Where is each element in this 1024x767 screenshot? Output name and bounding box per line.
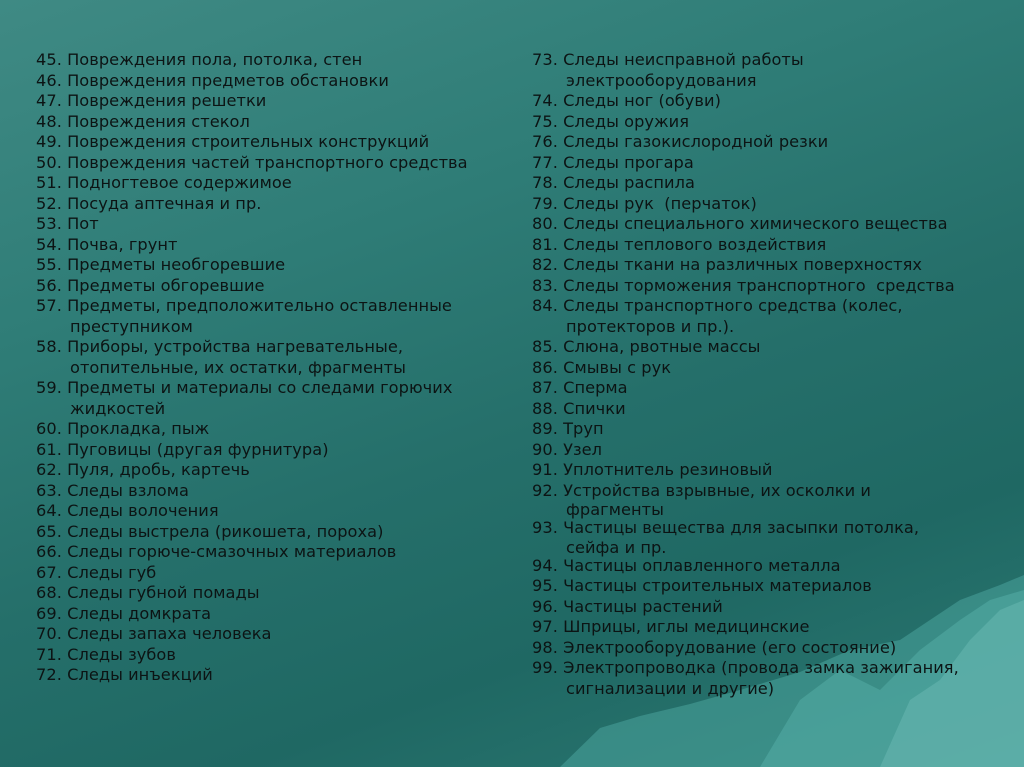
list-item-continuation: фрагменты bbox=[566, 500, 664, 519]
list-item bbox=[532, 153, 1002, 174]
list-item bbox=[36, 91, 506, 112]
list-item-text: 83. Следы торможения транспортного средства bbox=[532, 275, 955, 295]
list-item-text: 58. Приборы, устройства нагревательные, bbox=[36, 337, 404, 356]
list-item-text: 84. Следы транспортного средства (колес, bbox=[532, 296, 903, 315]
list-item-text: 48. Повреждения стекол bbox=[36, 111, 250, 131]
list-item bbox=[36, 194, 506, 215]
list-item-text: 62. Пуля, дробь, картечь bbox=[36, 460, 250, 479]
list-item-text: 68. Следы губной помады bbox=[36, 583, 260, 602]
list-item-text: 73. Следы неисправной работы bbox=[532, 50, 804, 69]
list-item-text: 95. Частицы строительных материалов bbox=[532, 576, 872, 595]
list-item bbox=[532, 638, 1002, 659]
list-item bbox=[36, 112, 506, 133]
list-item bbox=[36, 132, 506, 153]
list-item-text: 69. Следы домкрата bbox=[36, 603, 212, 623]
list-item-text: 80. Следы специального химического вещества bbox=[532, 214, 948, 233]
list-item-text: 56. Предметы обгоревшие bbox=[36, 275, 265, 295]
list-item bbox=[36, 501, 506, 522]
list-item bbox=[36, 235, 506, 256]
list-item-text: 75. Следы оружия bbox=[532, 111, 690, 131]
list-item bbox=[36, 153, 506, 174]
list-item-continuation: электрооборудования bbox=[566, 70, 757, 90]
list-item bbox=[532, 91, 1002, 112]
list-item-text: 77. Следы прогара bbox=[532, 152, 694, 172]
list-item-text: 54. Почва, грунт bbox=[36, 234, 178, 254]
list-item-text: 90. Узел bbox=[532, 439, 603, 459]
list-item-text: 91. Уплотнитель резиновый bbox=[532, 460, 773, 479]
list-item bbox=[532, 173, 1002, 194]
list-item bbox=[532, 50, 1002, 91]
list-item-text: 66. Следы горюче-смазочных материалов bbox=[36, 542, 397, 561]
list-item-text: 47. Повреждения решетки bbox=[36, 91, 267, 110]
list-item bbox=[532, 112, 1002, 133]
list-item bbox=[36, 50, 506, 71]
list-item-text: 51. Подногтевое содержимое bbox=[36, 173, 292, 192]
list-item-text: 60. Прокладка, пыж bbox=[36, 419, 210, 438]
list-item bbox=[532, 255, 1002, 276]
list-item bbox=[532, 296, 1002, 337]
list-item bbox=[36, 173, 506, 194]
list-item bbox=[36, 255, 506, 276]
list-item bbox=[532, 194, 1002, 215]
list-item bbox=[36, 337, 506, 378]
list-item-text: 87. Сперма bbox=[532, 378, 628, 397]
list-item-continuation: сейфа и пр. bbox=[566, 537, 667, 557]
list-item bbox=[532, 419, 1002, 440]
list-item-text: 92. Устройства взрывные, их осколки и bbox=[532, 480, 871, 500]
list-item bbox=[532, 276, 1002, 297]
list-item bbox=[36, 276, 506, 297]
list-item bbox=[36, 604, 506, 625]
list-item-text: 99. Электропроводка (провода замка зажигания, bbox=[532, 658, 959, 677]
list-item-text: 64. Следы волочения bbox=[36, 501, 219, 520]
list-item bbox=[36, 296, 506, 337]
left-column-list bbox=[36, 50, 506, 686]
list-item-text: 52. Посуда аптечная и пр. bbox=[36, 193, 262, 213]
list-item bbox=[532, 597, 1002, 618]
list-item-text: 65. Следы выстрела (рикошета, пороха) bbox=[36, 521, 384, 541]
list-item-text: 53. Пот bbox=[36, 214, 99, 233]
list-item-text: 79. Следы рук (перчаток) bbox=[532, 193, 757, 213]
list-item bbox=[36, 665, 506, 686]
list-item-continuation: протекторов и пр.). bbox=[566, 316, 735, 336]
list-item-continuation: преступником bbox=[70, 316, 193, 336]
list-item bbox=[36, 481, 506, 502]
list-item-text: 50. Повреждения частей транспортного средства bbox=[36, 152, 468, 172]
list-item-text: 88. Спички bbox=[532, 398, 626, 418]
list-item bbox=[532, 399, 1002, 420]
list-item bbox=[36, 419, 506, 440]
list-item-text: 93. Частицы вещества для засыпки потолка, bbox=[532, 518, 920, 537]
list-item bbox=[532, 337, 1002, 358]
list-item-text: 72. Следы инъекций bbox=[36, 665, 213, 684]
list-item-text: 55. Предметы необгоревшие bbox=[36, 255, 286, 274]
list-item-text: 85. Слюна, рвотные массы bbox=[532, 337, 761, 356]
list-item-text: 86. Смывы с рук bbox=[532, 357, 672, 377]
list-item bbox=[532, 378, 1002, 399]
list-item-continuation: жидкостей bbox=[70, 398, 166, 418]
list-item-text: 94. Частицы оплавленного металла bbox=[532, 555, 841, 575]
list-item-text: 59. Предметы и материалы со следами горючих bbox=[36, 378, 453, 397]
list-item bbox=[532, 214, 1002, 235]
list-item-text: 96. Частицы растений bbox=[532, 596, 723, 616]
list-item-continuation: отопительные, их остатки, фрагменты bbox=[70, 357, 406, 377]
list-item-text: 98. Электрооборудование (его состояние) bbox=[532, 637, 897, 657]
list-item-text: 78. Следы распила bbox=[532, 173, 695, 192]
list-item bbox=[532, 460, 1002, 481]
list-item bbox=[36, 378, 506, 419]
list-item-text: 63. Следы взлома bbox=[36, 480, 189, 500]
list-item bbox=[532, 235, 1002, 256]
list-item-text: 49. Повреждения строительных конструкций bbox=[36, 132, 430, 151]
list-item bbox=[36, 71, 506, 92]
list-item-text: 67. Следы губ bbox=[36, 562, 157, 582]
list-item bbox=[36, 542, 506, 563]
list-item bbox=[36, 563, 506, 584]
list-item-text: 57. Предметы, предположительно оставленные bbox=[36, 296, 452, 315]
list-item bbox=[532, 440, 1002, 461]
list-item bbox=[532, 658, 1002, 699]
list-item-text: 81. Следы теплового воздействия bbox=[532, 234, 827, 254]
list-item-text: 74. Следы ног (обуви) bbox=[532, 91, 721, 110]
list-item bbox=[36, 522, 506, 543]
list-item-text: 70. Следы запаха человека bbox=[36, 624, 272, 643]
list-item-text: 71. Следы зубов bbox=[36, 644, 176, 664]
list-item bbox=[36, 645, 506, 666]
list-item bbox=[532, 481, 1002, 519]
list-item-text: 46. Повреждения предметов обстановки bbox=[36, 70, 389, 90]
list-item bbox=[532, 132, 1002, 153]
list-item bbox=[532, 518, 1002, 556]
list-item-text: 82. Следы ткани на различных поверхностях bbox=[532, 255, 922, 274]
list-item bbox=[532, 358, 1002, 379]
list-item bbox=[36, 583, 506, 604]
list-item-text: 89. Труп bbox=[532, 419, 604, 438]
list-item bbox=[36, 624, 506, 645]
list-item bbox=[36, 214, 506, 235]
list-item-text: 76. Следы газокислородной резки bbox=[532, 132, 829, 151]
right-column-list bbox=[532, 50, 1002, 699]
list-item bbox=[36, 460, 506, 481]
list-item-text: 61. Пуговицы (другая фурнитура) bbox=[36, 439, 329, 459]
list-item-continuation: сигнализации и другие) bbox=[566, 678, 775, 698]
list-item bbox=[532, 556, 1002, 577]
list-item-text: 45. Повреждения пола, потолка, стен bbox=[36, 50, 363, 69]
list-item bbox=[532, 576, 1002, 597]
list-item-text: 97. Шприцы, иглы медицинские bbox=[532, 617, 810, 636]
list-item bbox=[36, 440, 506, 461]
list-item bbox=[532, 617, 1002, 638]
